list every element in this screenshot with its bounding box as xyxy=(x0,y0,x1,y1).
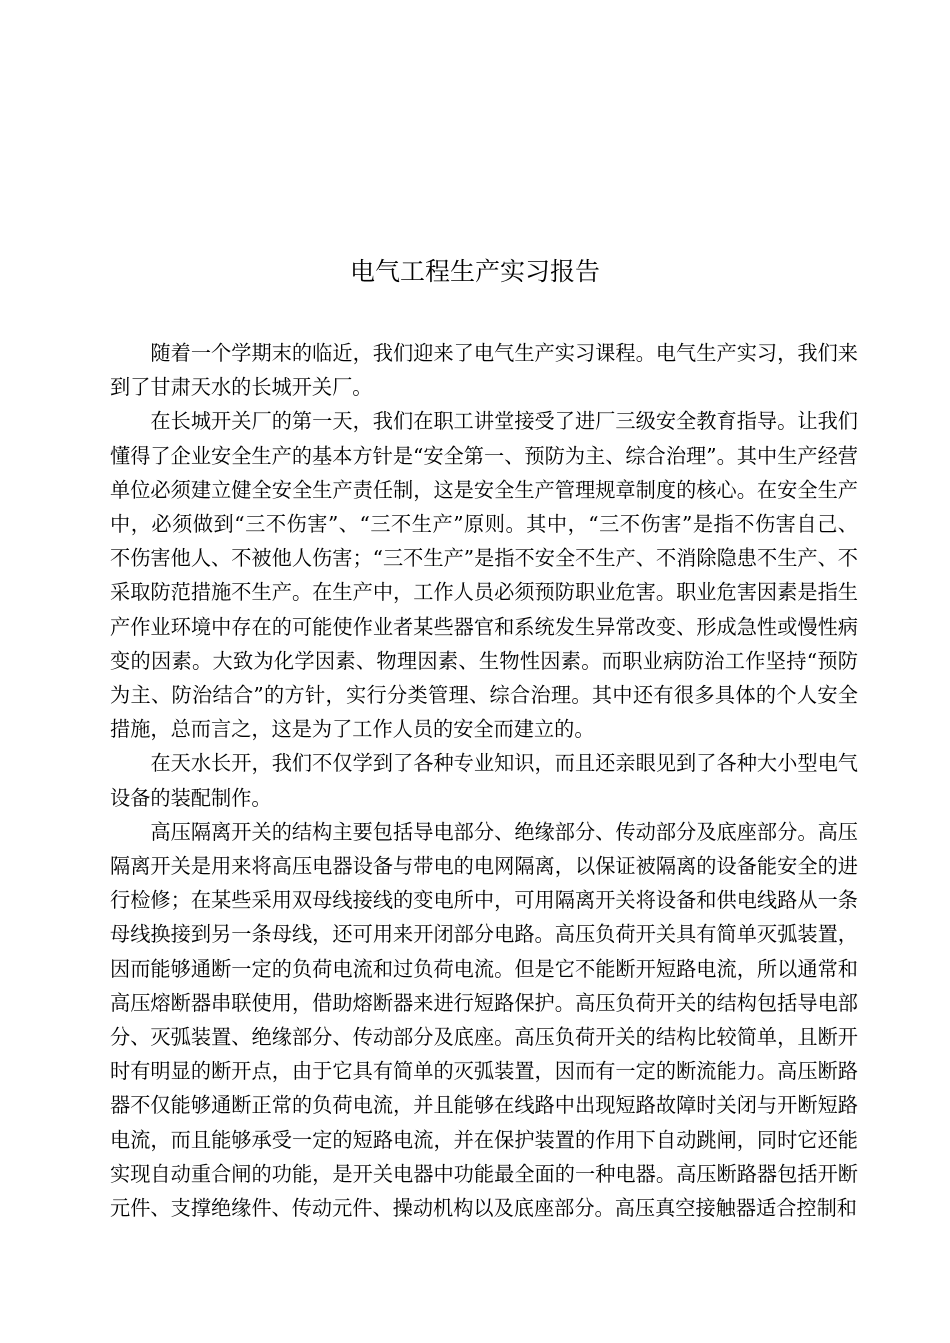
document-body xyxy=(110,336,858,1225)
paragraph-high-voltage-switches: 高压隔离开关的结构主要包括导电部分、绝缘部分、传动部分及底座部分。高压隔离开关是用来将高压电器设备与带电的电网隔离，以保证被隔离的设备能安全的进行检修；在某些采用双母线接线的变电所中，可用隔离开关将设备和供电线路从一条母线换接到另一条母线，还可用来开闭部分电路。高压负荷开关具有简单灭弧装置，因而能够通断一定的负荷电流和过负荷电流。但是它不能断开短路电流，所以通常和高压熔断器串联使用，借助熔断器来进行短路保护。高压负荷开关的结构包括导电部分、灭弧装置、绝缘部分、传动部分及底座。高压负荷开关的结构比较简单，且断开时有明显的断开点，由于它具有简单的灭弧装置，因而有一定的断流能力。高压断路器不仅能够通断正常的负荷电流，并且能够在线路中出现短路故障时关闭与开断短路电流，而且能够承受一定的短路电流，并在保护装置的作用下自动跳闸，同时它还能实现自动重合闸的功能，是开关电器中功能最全面的一种电器。高压断路器包括开断元件、支撑绝缘件、传动元件、操动机构以及底座部分。高压真空接触器适合控制和 xyxy=(110,819,858,1221)
paragraph-safety-education: 在长城开关厂的第一天，我们在职工讲堂接受了进厂三级安全教育指导。让我们懂得了企业安全生产的基本方针是“安全第一、预防为主、综合治理”。其中生产经营单位必须建立健全安全生产责任制，这是安全生产管理规章制度的核心。在安全生产中，必须做到“三不伤害”、“三不生产”原则。其中，“三不伤害”是指不伤害自己、不伤害他人、不被他人伤害；“三不生产”是指不安全不生产、不消除隐患不生产、不采取防范措施不生产。在生产中，工作人员必须预防职业危害。职业危害因素是指生产作业环境中存在的可能使作业者某些器官和系统发生异常改变、形成急性或慢性病变的因素。大致为化学因素、物理因素、生物性因素。而职业病防治工作坚持“预防为主、防治结合”的方针，实行分类管理、综合治理。其中还有很多具体的个人安全措施，总而言之，这是为了工作人员的安全而建立的。 xyxy=(110,409,858,742)
paragraph-intro: 随着一个学期末的临近，我们迎来了电气生产实习课程。电气生产实习，我们来到了甘肃天水的长城开关厂。 xyxy=(110,341,858,400)
document-title: 电气工程生产实习报告 xyxy=(349,257,600,286)
paragraph-equipment-assembly: 在天水长开，我们不仅学到了各种专业知识，而且还亲眼见到了各种大小型电气设备的装配制作。 xyxy=(110,751,858,810)
